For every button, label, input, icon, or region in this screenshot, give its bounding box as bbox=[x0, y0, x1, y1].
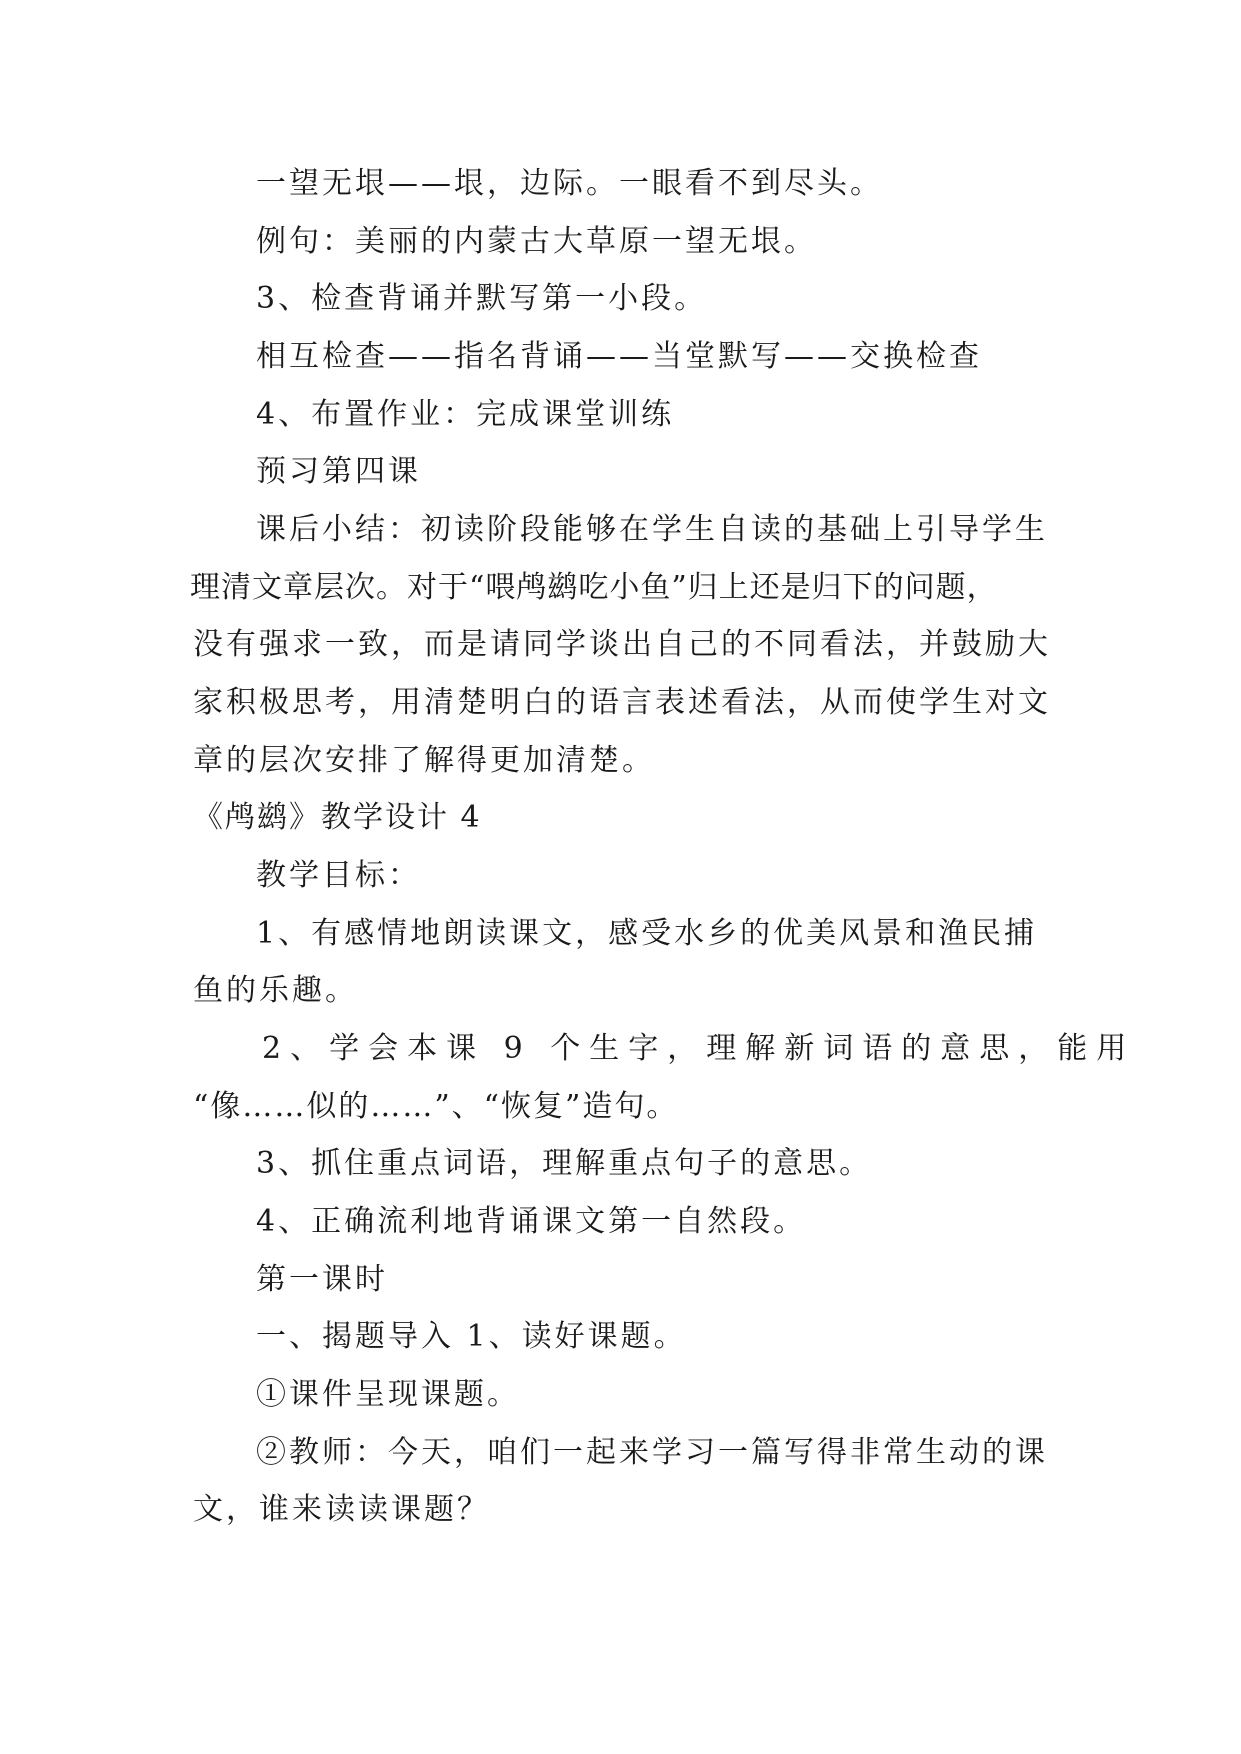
text-line: 例句：美丽的内蒙古大草原一望无垠。 bbox=[256, 224, 817, 259]
text-line: 4、布置作业：完成课堂训练 bbox=[256, 397, 675, 432]
text-line: 第一课时 bbox=[256, 1262, 388, 1297]
text-line: ①课件呈现课题。 bbox=[256, 1377, 520, 1412]
text-line: “像……似的……”、“恢复”造句。 bbox=[193, 1089, 679, 1124]
text-line: 3、抓住重点词语，理解重点句子的意思。 bbox=[256, 1146, 873, 1181]
text-line: 没有强求一致，而是请同学谈出自己的不同看法，并鼓励大 bbox=[193, 627, 1051, 662]
text-line: 预习第四课 bbox=[256, 454, 421, 489]
text-line: 教学目标： bbox=[256, 858, 421, 893]
text-line: 章的层次安排了解得更加清楚。 bbox=[193, 743, 655, 778]
text-line: 4、正确流利地背诵课文第一自然段。 bbox=[256, 1204, 807, 1239]
text-line: 理清文章层次。对于“喂鸬鹚吃小鱼”归上还是归下的问题， bbox=[190, 570, 998, 605]
text-line: 一、揭题导入 1、读好课题。 bbox=[256, 1319, 687, 1354]
text-line: 家积极思考，用清楚明白的语言表述看法，从而使学生对文 bbox=[193, 685, 1051, 720]
text-line: ②教师：今天，咱们一起来学习一篇写得非常生动的课 bbox=[256, 1435, 1048, 1470]
text-line: 一望无垠——垠，边际。一眼看不到尽头。 bbox=[256, 166, 883, 201]
text-line: 1、有感情地朗读课文，感受水乡的优美风景和渔民捕 bbox=[256, 916, 1038, 951]
text-line: 课后小结：初读阶段能够在学生自读的基础上引导学生 bbox=[256, 512, 1048, 547]
section-heading: 《鸬鹚》教学设计 4 bbox=[193, 800, 482, 835]
text-line: 相互检查——指名背诵——当堂默写——交换检查 bbox=[256, 339, 982, 374]
text-line: 2、学会本课 9 个生字，理解新词语的意思，能用 bbox=[262, 1031, 1136, 1066]
text-line: 文，谁来读读课题？ bbox=[193, 1492, 490, 1527]
text-line: 鱼的乐趣。 bbox=[193, 973, 358, 1008]
text-line: 3、检查背诵并默写第一小段。 bbox=[256, 281, 708, 316]
